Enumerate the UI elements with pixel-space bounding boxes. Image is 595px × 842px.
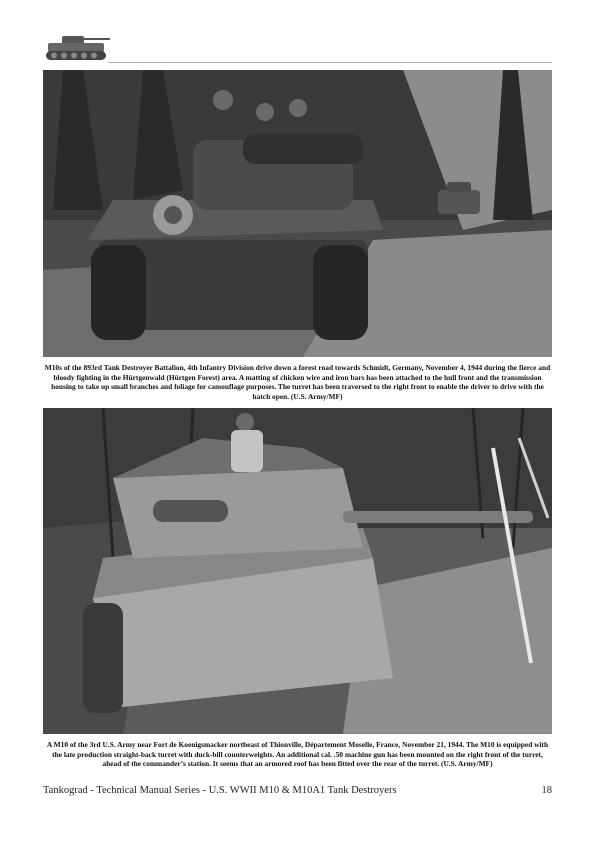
photo-m10-ditch-icon [43, 408, 552, 734]
page-footer [43, 785, 552, 799]
caption-photo-2: A M10 of the 3rd U.S. Army near Fort de Koenigsmacker northeast of Thionville, Département Moselle, France, November 21, 1944. The M10 is equipped with the late production straight-back turret with duck-bill counterweights. An additional cal. .50 machine gun has been mounted on the right front of the turret, ahead of the commander’s station. It seems that an armored roof has been fitted over the rear of the turret. (U.S. Army/MF) [46, 740, 549, 769]
header-rule [108, 62, 552, 63]
caption-photo-1: M10s of the 893rd Tank Destroyer Battalion, 4th Infantry Division drive down a forest road towards Schmidt, Germany, November 4, 1944 during the fierce and bloody fighting in the Hürtgenwald (Hürtgen Forest) area. A matting of chicken wire and iron bars has been attached to the hull front and the transmission housing to take up small branches and foliage for camouflage purposes. The turret has been traversed to the right front to enable the driver to drive with the hatch open. (U.S. Army/MF) [44, 363, 551, 401]
footer-title: Tankograd - Technical Manual Series - U.S. WWII M10 & M10A1 Tank Destroyers [43, 785, 397, 796]
page-number: 18 [541, 785, 552, 796]
tank-silhouette-icon [42, 30, 112, 64]
photo-m10-forest-road-icon [43, 70, 552, 357]
